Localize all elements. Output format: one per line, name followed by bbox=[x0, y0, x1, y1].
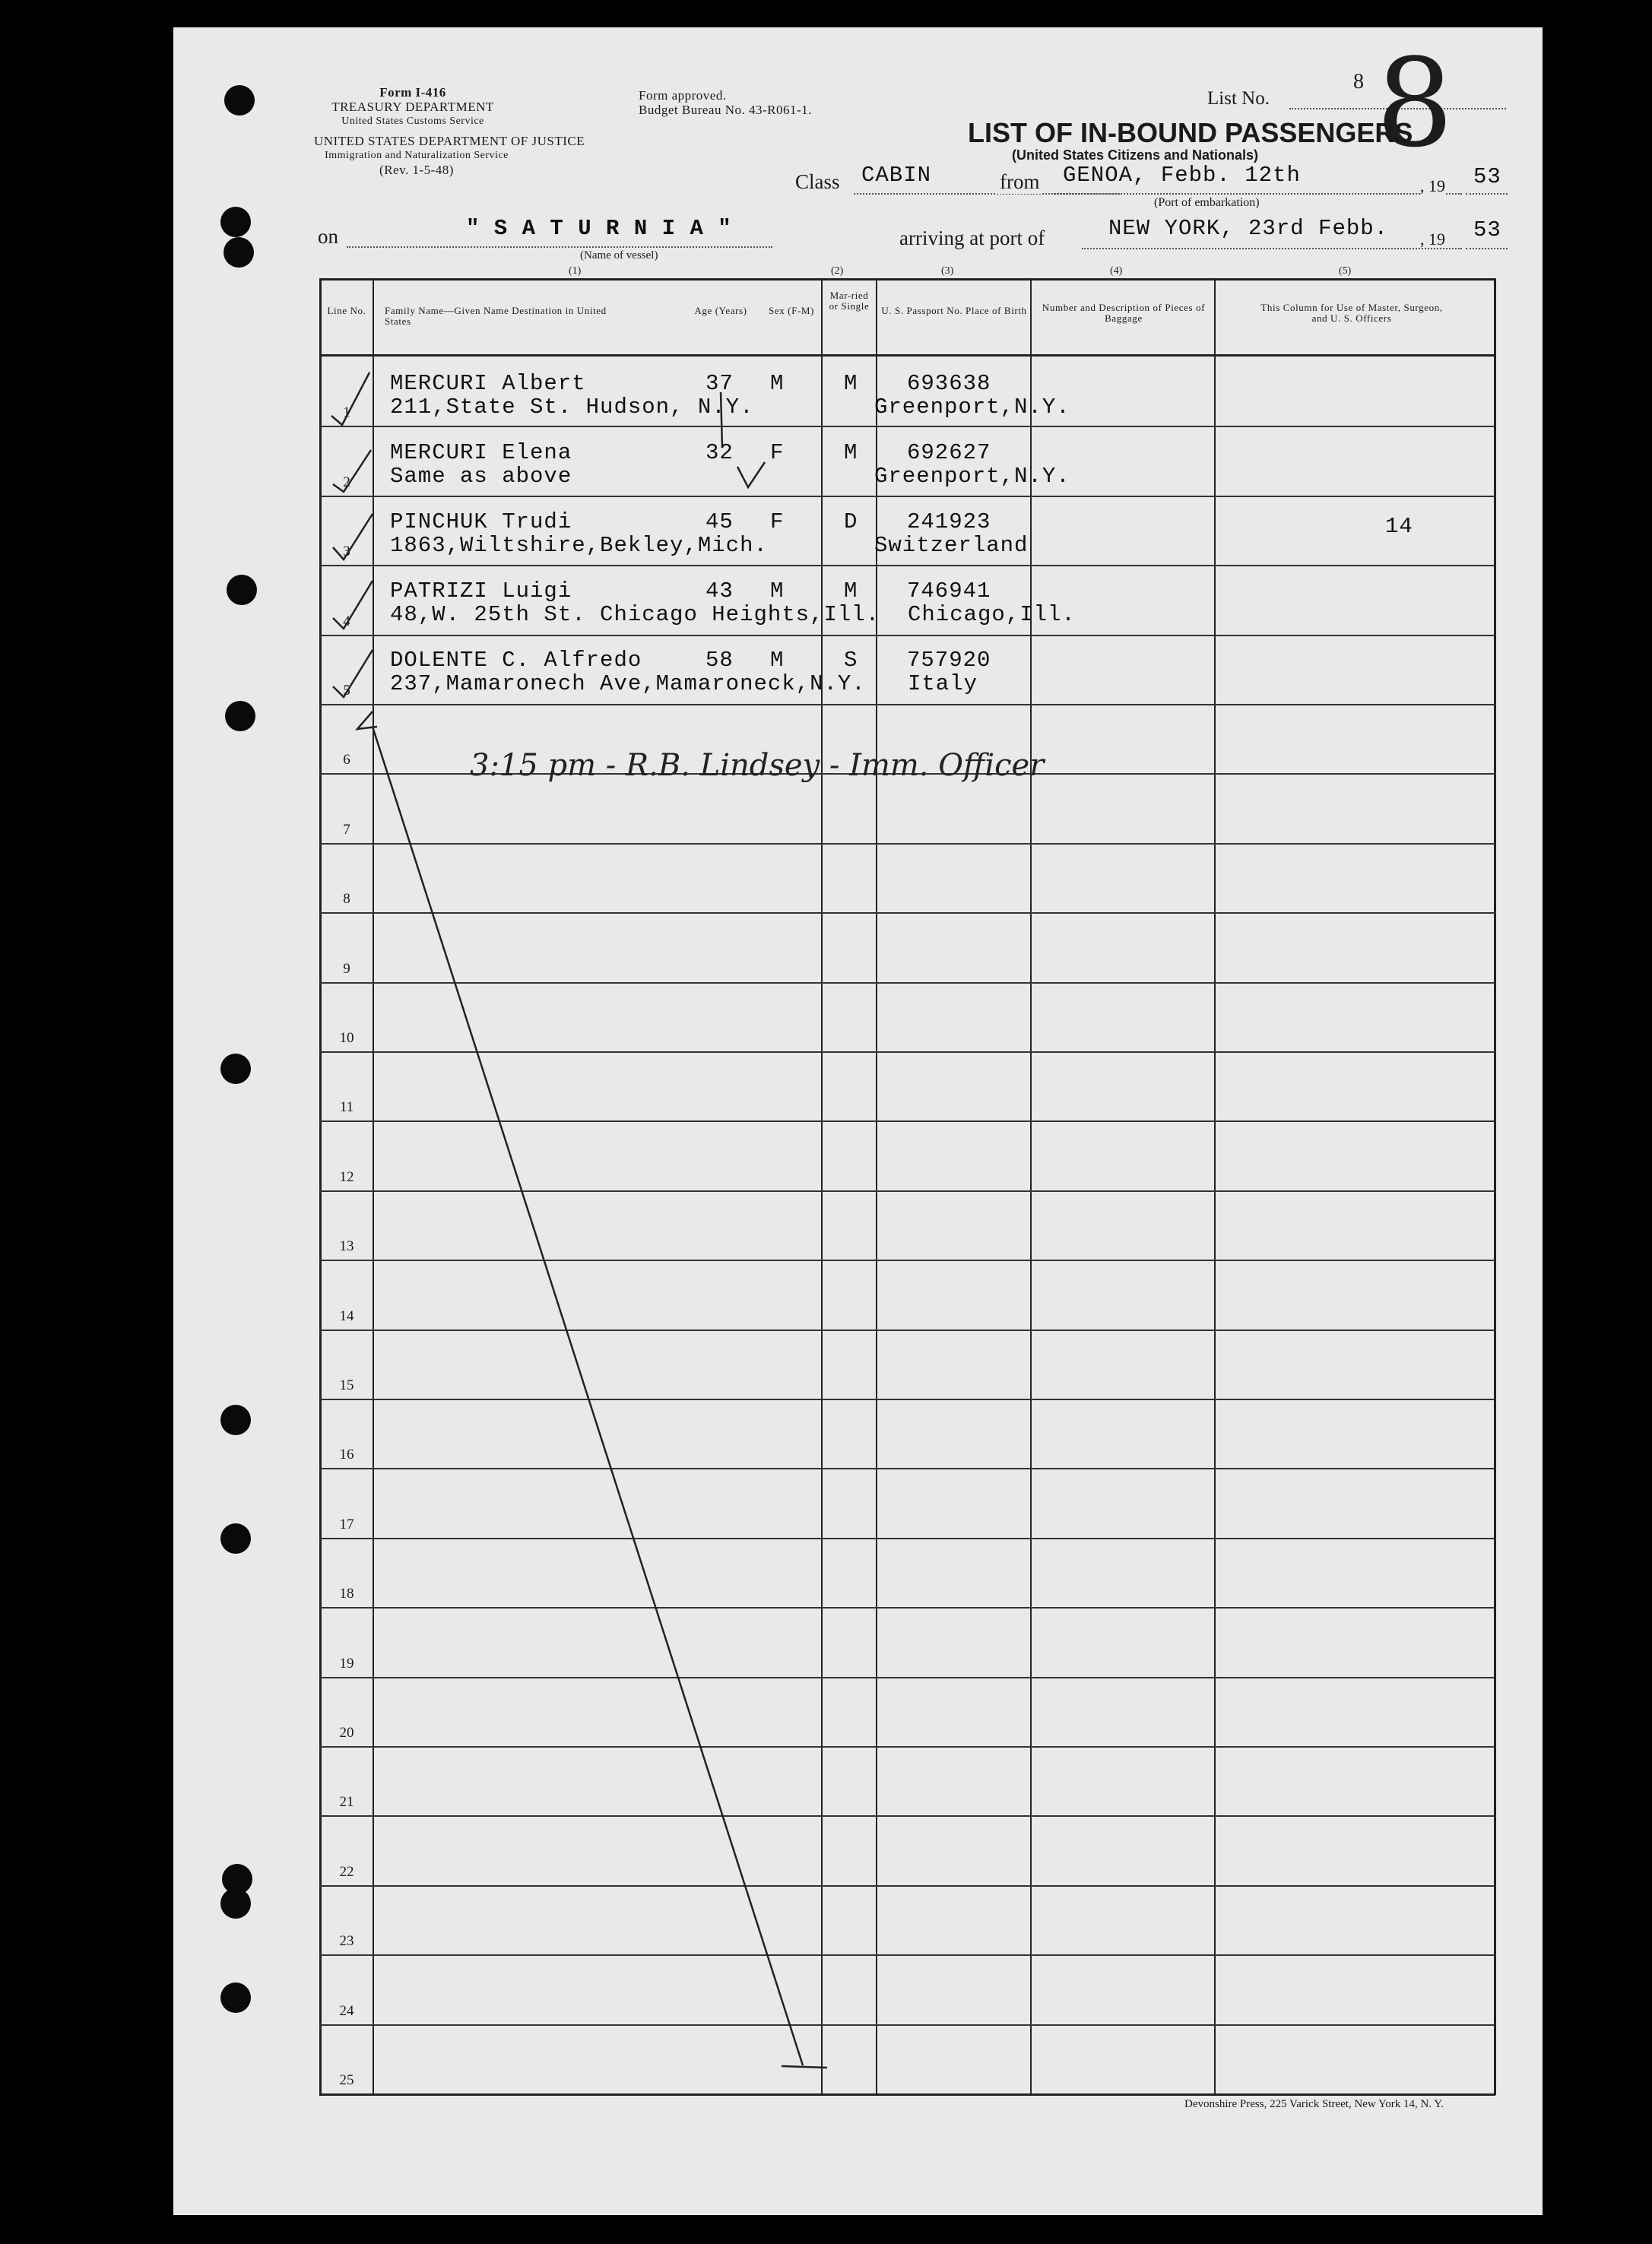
passenger-passport: 241923 bbox=[907, 509, 991, 534]
header-married: Mar-ried or Single bbox=[829, 290, 870, 312]
passenger-birthplace: Greenport,N.Y. bbox=[874, 464, 1070, 489]
header-name: Family Name—Given Name Destination in United States bbox=[385, 305, 607, 327]
line-number: 6 bbox=[343, 752, 350, 768]
page-subtitle: (United States Citizens and Nationals) bbox=[1012, 147, 1259, 163]
port-caption: (Port of embarkation) bbox=[1154, 196, 1260, 209]
line-number: 18 bbox=[339, 1586, 354, 1602]
passenger-birthplace: Chicago,Ill. bbox=[908, 602, 1076, 627]
col-caption-2: (2) bbox=[831, 265, 844, 277]
line-number: 7 bbox=[343, 822, 350, 838]
line-number: 10 bbox=[339, 1030, 354, 1046]
col-caption-3: (3) bbox=[941, 265, 954, 277]
line-number: 4 bbox=[343, 613, 350, 629]
revision: (Rev. 1-5-48) bbox=[379, 163, 454, 177]
binder-hole bbox=[220, 1523, 251, 1554]
check-mark-row-2 bbox=[333, 450, 371, 492]
diagonal-cancel-line bbox=[373, 727, 803, 2065]
passenger-age: 32 bbox=[706, 440, 734, 465]
handwritten-signature-note: 3:15 pm - R.B. Lindsey - Imm. Officer bbox=[470, 748, 1045, 783]
customs-service: United States Customs Service bbox=[341, 116, 484, 127]
from-value: GENOA, Febb. 12th bbox=[1063, 163, 1301, 188]
passenger-passport: 746941 bbox=[907, 578, 991, 604]
pen-stroke-mark bbox=[721, 392, 722, 447]
binder-hole bbox=[227, 575, 257, 605]
header-line-no: Line No. bbox=[327, 305, 366, 316]
year1-value: 53 bbox=[1473, 164, 1501, 189]
passenger-age: 43 bbox=[706, 578, 734, 604]
passenger-marital: M bbox=[844, 440, 858, 465]
passenger-sex: M bbox=[770, 371, 785, 396]
passenger-name: PINCHUK Trudi bbox=[390, 509, 572, 534]
list-no-label: List No. bbox=[1207, 88, 1270, 109]
passenger-age: 58 bbox=[706, 648, 734, 673]
passenger-passport: 692627 bbox=[907, 440, 991, 465]
line-number: 24 bbox=[339, 2003, 354, 2019]
header-officers: This Column for Use of Master, Surgeon, and U. S. Officers bbox=[1260, 302, 1443, 324]
line-number: 25 bbox=[339, 2072, 354, 2088]
passenger-name: PATRIZI Luigi bbox=[390, 578, 572, 604]
passenger-birthplace: Switzerland bbox=[874, 533, 1029, 558]
justice-dept: UNITED STATES DEPARTMENT OF JUSTICE bbox=[314, 134, 585, 148]
budget-text: Budget Bureau No. 43-R061-1. bbox=[639, 103, 812, 117]
list-number-handwritten: 8 bbox=[1376, 32, 1454, 174]
col-caption-4: (4) bbox=[1110, 265, 1123, 277]
pen-check-sex-row-2 bbox=[737, 462, 765, 487]
passenger-address: 1863,Wiltshire,Bekley,Mich. bbox=[390, 533, 768, 558]
header-age: Age (Years) bbox=[694, 305, 747, 316]
passenger-passport: 757920 bbox=[907, 648, 991, 673]
check-mark-row-3 bbox=[333, 514, 373, 559]
line-number: 20 bbox=[339, 1725, 354, 1741]
form-number: Form I-416 bbox=[379, 85, 446, 100]
line-number: 15 bbox=[339, 1377, 354, 1393]
year2-value: 53 bbox=[1473, 217, 1501, 242]
approval-text: Form approved. bbox=[639, 88, 727, 103]
line-number: 22 bbox=[339, 1864, 354, 1880]
line-number: 3 bbox=[343, 544, 350, 559]
passenger-address: 237,Mamaronech Ave,Mamaroneck,N.Y. bbox=[390, 671, 866, 696]
passenger-age: 45 bbox=[706, 509, 734, 534]
passenger-age: 37 bbox=[706, 371, 734, 396]
passenger-address: Same as above bbox=[390, 464, 572, 489]
arriving-label: arriving at port of bbox=[899, 227, 1045, 249]
header-sex: Sex (F-M) bbox=[769, 305, 814, 316]
printer-imprint: Devonshire Press, 225 Varick Street, New York 14, N. Y. bbox=[1184, 2098, 1444, 2110]
header-passport: U. S. Passport No. Place of Birth bbox=[881, 305, 1027, 316]
passenger-address: 211,State St. Hudson, N.Y. bbox=[390, 395, 754, 420]
arrival-value: NEW YORK, 23rd Febb. bbox=[1108, 216, 1389, 241]
row-5-underscore bbox=[357, 712, 377, 729]
line-number: 23 bbox=[339, 1933, 354, 1949]
check-mark-row-1 bbox=[331, 372, 369, 425]
header-baggage: Number and Description of Pieces of Baggage bbox=[1042, 302, 1206, 324]
passenger-sex: F bbox=[770, 440, 785, 465]
vessel-caption: (Name of vessel) bbox=[580, 249, 658, 261]
col-caption-1: (1) bbox=[569, 265, 582, 277]
binder-hole bbox=[224, 237, 254, 268]
line-number: 17 bbox=[339, 1517, 354, 1532]
binder-hole bbox=[224, 85, 255, 116]
check-mark-row-4 bbox=[333, 581, 373, 629]
manifest-page: Form I-416 TREASURY DEPARTMENT United States Customs Service UNITED STATES DEPARTMENT OF JUSTICE Immigration and Naturalization Service (Rev. 1-5-48) Form approved. Budget Bureau No. 43-R061-1. List No. 8 8 LIST OF IN-BOUND PASSENGERS (United States Citizens and Nationals) Class CABIN from GENOA, Febb. 12th (Port of embarkation) , 19 53 on " S A T U R N I A " (Name of vessel) arriving at port of NEW YORK, 23rd Febb. , 19 53 (1) (2) (3) (4) (5) Line No. Family Name—Given Name Destination in United States Age (Years) Sex (F-M) Mar-ried or Single U. S. Passport No. Place of Birth Number and Description of Pieces of Baggage This Column for Use of Master, Surgeon, and U. S. Officers 1 2 3 4 5 6 7 8 9 10 11 12 13 14 15 16 17 18 19 20 21 22 23 24 25 MERCURI Albert 211,State St. Hudson, N.Y. 37 M M 693638 Greenport,N.Y. MERCURI Elena Same as above 32 F M 692627 Greenport,N.Y. PINCHUK Trudi 1863,Wiltshire,Bekley,Mich. 45 F D 241923 Switzerland 14 PATRIZI Luigi 48,W. 25th St. Chicago Heights,Ill. 43 M M 746941 Chicago,Ill. DOLENTE C. Alfredo 237,Mamaronech Ave,Mamaroneck,N.Y. 58 M S 757920 Italy 3:15 pm - R.B. Lindsey - Imm. Officer Devonshire Press, 225 Varick Street, New York 14, N. Y. bbox=[173, 27, 1543, 2215]
passenger-marital: M bbox=[844, 371, 858, 396]
passenger-marital: D bbox=[844, 509, 858, 534]
year-prefix-1: 19 bbox=[1428, 176, 1445, 195]
vessel-name: " S A T U R N I A " bbox=[466, 216, 732, 241]
passenger-birthplace: Greenport,N.Y. bbox=[874, 395, 1070, 420]
line-number: 13 bbox=[339, 1238, 354, 1254]
line-number: 21 bbox=[339, 1794, 354, 1810]
line-number: 16 bbox=[339, 1447, 354, 1463]
line-number: 5 bbox=[343, 683, 350, 699]
treasury-dept: TREASURY DEPARTMENT bbox=[331, 100, 494, 114]
line-number: 19 bbox=[339, 1656, 354, 1672]
ins-service: Immigration and Naturalization Service bbox=[325, 150, 509, 161]
page-title: LIST OF IN-BOUND PASSENGERS bbox=[968, 117, 1413, 148]
binder-hole bbox=[220, 207, 251, 237]
binder-hole bbox=[225, 701, 255, 731]
check-mark-row-5 bbox=[333, 650, 373, 697]
passenger-sex: M bbox=[770, 648, 785, 673]
passenger-sex: F bbox=[770, 509, 785, 534]
passenger-birthplace: Italy bbox=[908, 671, 978, 696]
line-number: 8 bbox=[343, 891, 350, 907]
line-number: 2 bbox=[343, 474, 350, 490]
class-value: CABIN bbox=[861, 163, 932, 188]
from-label: from bbox=[997, 170, 1042, 194]
list-no-small: 8 bbox=[1353, 70, 1364, 94]
binder-hole bbox=[220, 1405, 251, 1435]
class-label: Class bbox=[795, 170, 840, 193]
passenger-marital: M bbox=[844, 578, 858, 604]
passenger-sex: M bbox=[770, 578, 785, 604]
year-prefix-2: 19 bbox=[1428, 230, 1445, 249]
passenger-marital: S bbox=[844, 648, 858, 673]
passenger-name: MERCURI Albert bbox=[390, 371, 586, 396]
passenger-name: DOLENTE C. Alfredo bbox=[390, 648, 642, 673]
passenger-address: 48,W. 25th St. Chicago Heights,Ill. bbox=[390, 602, 880, 627]
officer-note: 14 bbox=[1385, 514, 1413, 539]
line-number: 9 bbox=[343, 961, 350, 977]
cancel-line-end bbox=[782, 2066, 827, 2068]
pen-strokes bbox=[173, 27, 1543, 2215]
line-number: 11 bbox=[339, 1099, 354, 1115]
line-number: 12 bbox=[339, 1169, 354, 1185]
binder-hole bbox=[220, 1983, 251, 2013]
line-number: 1 bbox=[343, 404, 350, 420]
passenger-name: MERCURI Elena bbox=[390, 440, 572, 465]
line-number: 14 bbox=[339, 1308, 354, 1324]
binder-hole bbox=[220, 1054, 251, 1084]
on-label: on bbox=[318, 225, 338, 248]
passenger-passport: 693638 bbox=[907, 371, 991, 396]
col-caption-5: (5) bbox=[1339, 265, 1352, 277]
binder-hole bbox=[220, 1888, 251, 1919]
